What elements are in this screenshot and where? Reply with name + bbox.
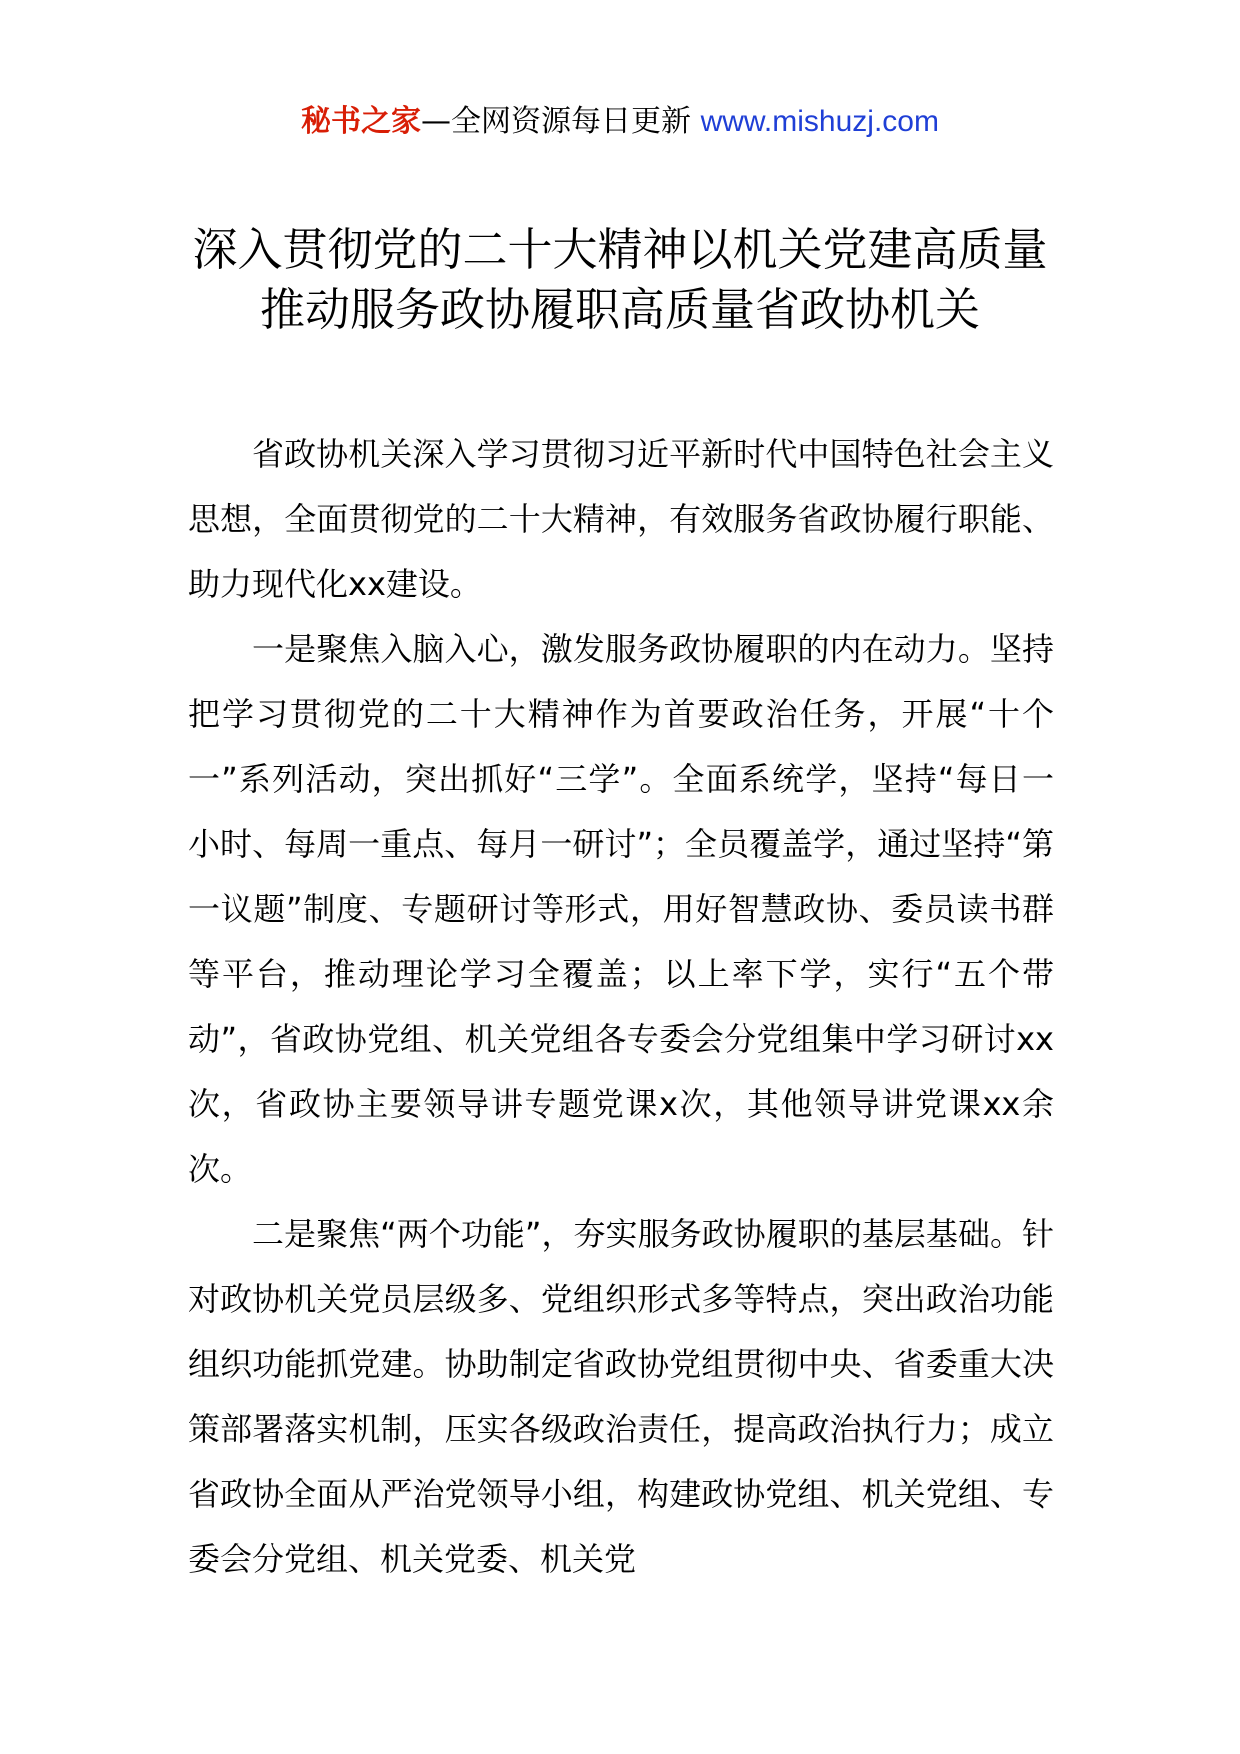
body-paragraph: 二是聚焦“两个功能”，夯实服务政协履职的基层基础。针对政协机关党员层级多、党组织形式多等特点，突出政治功能组织功能抓党建。协助制定省政协党组贯彻中央、省委重大决策部署落实机制，压实各级政治责任，提高政治执行力；成立省政协全面从严治党领导小组，构建政协党组、机关党组、专委会分党组、机关党委、机关党: [188, 1215, 1054, 1578]
body-paragraph: 省政协机关深入学习贯彻习近平新时代中国特色社会主义思想，全面贯彻党的二十大精神，有效服务省政协履行职能、助力现代化xx建设。: [188, 435, 1054, 603]
header-brand: 秘书之家: [301, 104, 422, 139]
header-tagline: —全网资源每日更新: [421, 104, 692, 139]
body-paragraph: 一是聚焦入脑入心，激发服务政协履职的内在动力。坚持把学习贯彻党的二十大精神作为首要政治任务，开展“十个一”系列活动，突出抓好“三学”。全面系统学，坚持“每日一小时、每周一重点、每月一研讨”；全员覆盖学，通过坚持“第一议题”制度、专题研讨等形式，用好智慧政协、委员读书群等平台，推动理论学习全覆盖；以上率下学，实行“五个带动”，省政协党组、机关党组各专委会分党组集中学习研讨xx次，省政协主要领导讲专题党课x次，其他领导讲党课xx余次。: [188, 630, 1054, 1188]
header-url-link[interactable]: www.mishuzj.com: [700, 105, 939, 138]
document-title: 深入贯彻党的二十大精神以机关党建高质量推动服务政协履职高质量省政协机关: [192, 223, 1048, 336]
page-header: [0, 100, 1240, 144]
document-body: [188, 422, 1054, 1592]
